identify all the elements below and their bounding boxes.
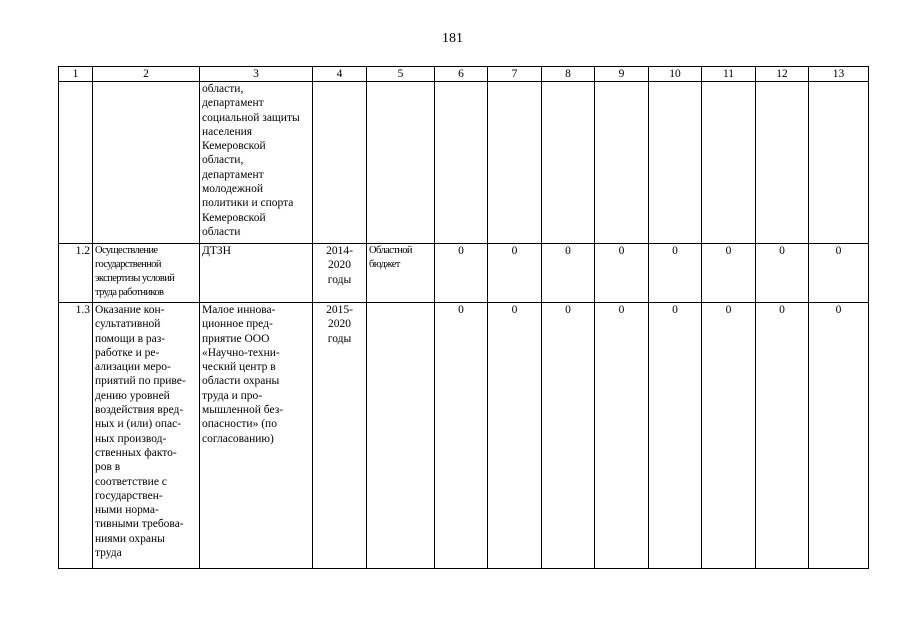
funding-source-cell: Областной бюджет [367, 244, 435, 303]
column-number: 12 [756, 67, 809, 82]
column-number: 5 [367, 67, 435, 82]
column-number-row [59, 67, 869, 82]
value-cell: 0 [702, 244, 756, 303]
value-cell: 0 [542, 303, 595, 569]
value-cell: 0 [488, 244, 542, 303]
funding-source-cell [367, 82, 435, 244]
value-cell [488, 82, 542, 244]
item-number: 1.2 [59, 244, 93, 303]
column-number: 7 [488, 67, 542, 82]
funding-source-cell [367, 303, 435, 569]
value-cell: 0 [756, 244, 809, 303]
table-row [59, 82, 869, 244]
value-cell [702, 82, 756, 244]
value-cell: 0 [488, 303, 542, 569]
column-number: 11 [702, 67, 756, 82]
value-cell: 0 [542, 244, 595, 303]
value-cell [756, 82, 809, 244]
value-cell: 0 [649, 244, 702, 303]
column-number: 4 [313, 67, 367, 82]
value-cell [435, 82, 488, 244]
value-cell [595, 82, 649, 244]
value-cell [809, 82, 869, 244]
table-row [59, 303, 869, 569]
executor-cell: области, департамент социальной защиты населения Кемеровской области, департамент молодежной политики и спорта Кемеровской области [200, 82, 313, 244]
column-number: 9 [595, 67, 649, 82]
years-cell: 2014- 2020 годы [313, 244, 367, 303]
program-table [58, 66, 869, 569]
activity-cell [93, 82, 200, 244]
value-cell: 0 [595, 303, 649, 569]
value-cell [542, 82, 595, 244]
executor-cell: ДТЗН [200, 244, 313, 303]
page-number: 181 [442, 31, 463, 46]
activity-cell: Оказание кон- сультативной помощи в раз- работке и ре- ализации меро- приятий по приве- дению уровней воздействия вред- ных и (или) опас- ных производ- ственных факто- ров в соответствие с государствен- ными норма- тивными требова- ниями охраны труда [93, 303, 200, 569]
column-number: 1 [59, 67, 93, 82]
value-cell: 0 [702, 303, 756, 569]
value-cell: 0 [435, 244, 488, 303]
column-number: 10 [649, 67, 702, 82]
item-number: 1.3 [59, 303, 93, 569]
column-number: 13 [809, 67, 869, 82]
years-cell [313, 82, 367, 244]
value-cell: 0 [595, 244, 649, 303]
value-cell: 0 [756, 303, 809, 569]
activity-cell: Осуществление государственной экспертизы условий труда работников [93, 244, 200, 303]
value-cell: 0 [809, 244, 869, 303]
years-cell: 2015- 2020 годы [313, 303, 367, 569]
table-row [59, 244, 869, 303]
column-number: 6 [435, 67, 488, 82]
executor-cell: Малое иннова- ционное пред- приятие ООО «Научно-техни- ческий центр в области охраны труда и про- мышленной без- опасности» (по согласованию) [200, 303, 313, 569]
column-number: 3 [200, 67, 313, 82]
value-cell: 0 [809, 303, 869, 569]
column-number: 2 [93, 67, 200, 82]
column-number: 8 [542, 67, 595, 82]
value-cell [649, 82, 702, 244]
item-number [59, 82, 93, 244]
value-cell: 0 [649, 303, 702, 569]
value-cell: 0 [435, 303, 488, 569]
